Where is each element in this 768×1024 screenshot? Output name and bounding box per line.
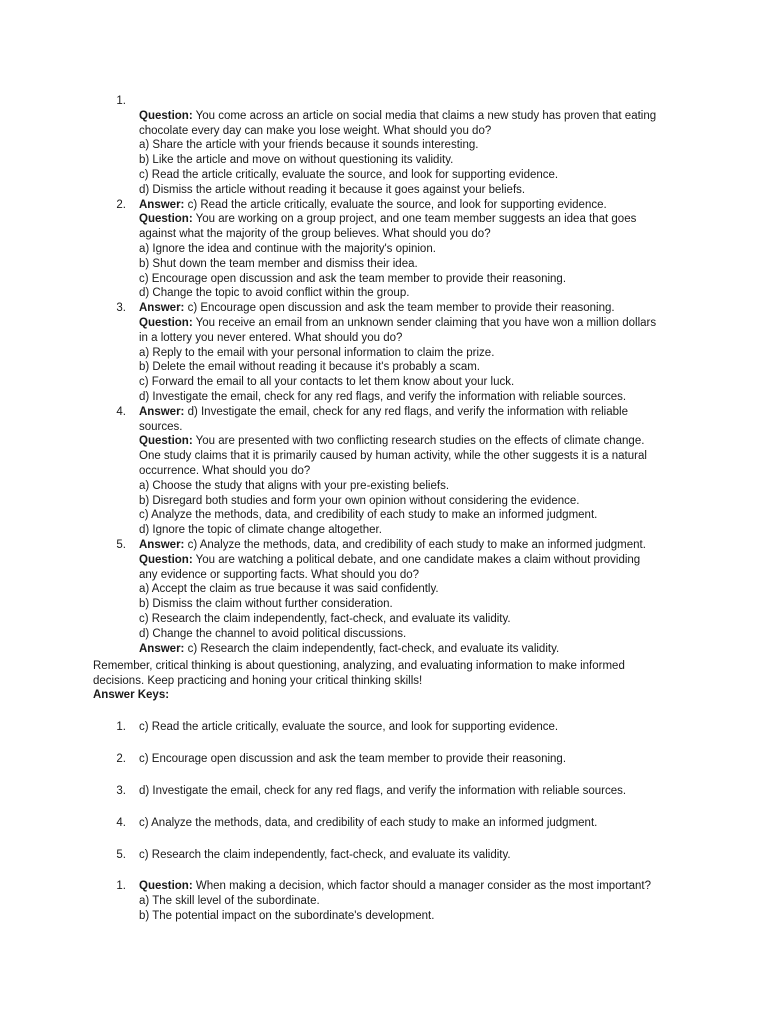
answer-key-number: 3. (116, 785, 126, 797)
answer-option: d) Ignore the topic of climate change altogether. (139, 524, 382, 537)
answer-continuation: sources. (139, 420, 183, 433)
question-line-text: You are working on a group project, and one team member suggests an idea that goes (192, 213, 637, 226)
question-number: 4. (116, 405, 126, 418)
answer-option: d) Dismiss the article without reading it because it goes against your beliefs. (139, 183, 526, 196)
answer-line-label: Answer: (139, 198, 185, 211)
question-line-label: Question: (139, 109, 193, 122)
answer-option: d) Change the channel to avoid political discussions. (139, 627, 407, 640)
answer-option: b) The potential impact on the subordinate's development. (139, 909, 435, 922)
question-number: 1. (116, 880, 126, 892)
answer-option: b) Disregard both studies and form your own opinion without considering the evidence. (139, 494, 580, 507)
question-line-label: Question: (139, 435, 193, 448)
answer-option: b) Shut down the team member and dismiss their idea. (139, 257, 418, 270)
question-line (139, 212, 636, 227)
question-line (139, 109, 656, 124)
question-continuation: occurrence. What should you do? (139, 465, 311, 477)
question-line-text: When making a decision, which factor should a manager consider as the most important? (192, 880, 651, 892)
question-line-text: You are watching a political debate, and one candidate makes a claim without providing (192, 553, 641, 566)
answer-key-number: 1. (116, 721, 126, 733)
answer-line-label: Answer: (139, 405, 185, 418)
answer-option: c) Encourage open discussion and ask the team member to provide their reasoning. (139, 272, 567, 285)
question-continuation: in a lottery you never entered. What should you do? (139, 331, 403, 344)
answer-option: b) Delete the email without reading it because it's probably a scam. (139, 361, 480, 374)
answer-key-text: c) Analyze the methods, data, and credibility of each study to make an informed judgment. (139, 817, 598, 829)
answer-line (139, 198, 607, 213)
question-line-label: Question: (139, 553, 193, 566)
answer-line (139, 301, 615, 316)
answer-line-text: c) Encourage open discussion and ask the team member to provide their reasoning. (184, 302, 615, 315)
question-line-text: You are presented with two conflicting research studies on the effects of climate change. (192, 435, 645, 448)
question-number: 2. (116, 198, 126, 211)
answer-option: a) Choose the study that aligns with your pre-existing beliefs. (139, 479, 450, 492)
answer-option: c) Analyze the methods, data, and credibility of each study to make an informed judgment. (139, 509, 598, 522)
question-number: 3. (116, 302, 126, 315)
answer-line-label: Answer: (139, 642, 185, 655)
question-continuation: One study claims that it is primarily caused by human activity, while the other suggests it is a natural (139, 450, 647, 463)
answer-option: c) Forward the email to all your contacts to let them know about your luck. (139, 376, 515, 389)
question-line-label: Question: (139, 880, 193, 892)
question-line-label: Question: (139, 213, 193, 226)
answer-line-text: c) Analyze the methods, data, and credibility of each study to make an informed judgment. (184, 539, 646, 551)
question-line-text: You receive an email from an unknown sender claiming that you have won a million dollars (192, 317, 657, 329)
answer-option: d) Change the topic to avoid conflict within the group. (139, 287, 410, 300)
question-line-text: You come across an article on social media that claims a new study has proven that eating (192, 109, 657, 122)
answer-line-label: Answer: (139, 539, 185, 551)
answer-key-text: c) Research the claim independently, fact-check, and evaluate its validity. (139, 849, 511, 861)
answer-option: a) Share the article with your friends because it sounds interesting. (139, 139, 479, 152)
question-continuation: against what the majority of the group believes. What should you do? (139, 228, 491, 241)
question-line (139, 434, 644, 449)
closing-line: decisions. Keep practicing and honing your critical thinking skills! (93, 674, 423, 687)
answer-key-number: 5. (116, 849, 126, 861)
question-number: 5. (116, 539, 126, 551)
answer-line-text: c) Read the article critically, evaluate the source, and look for supporting evidence. (184, 198, 607, 211)
answer-keys-heading: Answer Keys: (93, 689, 170, 701)
answer-key-text: d) Investigate the email, check for any red flags, and verify the information with reliable sources. (139, 785, 627, 797)
answer-key-text: c) Read the article critically, evaluate the source, and look for supporting evidence. (139, 721, 559, 733)
question-continuation: chocolate every day can make you lose weight. What should you do? (139, 124, 492, 137)
answer-option: c) Read the article critically, evaluate the source, and look for supporting evidence. (139, 169, 559, 181)
closing-line: Remember, critical thinking is about questioning, analyzing, and evaluating information to make informed (93, 660, 625, 672)
question-line (139, 553, 640, 568)
question-continuation: any evidence or supporting facts. What should you do? (139, 568, 420, 581)
answer-option: a) Ignore the idea and continue with the majority's opinion. (139, 243, 436, 255)
answer-option: b) Like the article and move on without questioning its validity. (139, 154, 454, 167)
answer-key-number: 2. (116, 753, 126, 765)
answer-option: c) Research the claim independently, fact-check, and evaluate its validity. (139, 613, 511, 625)
answer-key-text: c) Encourage open discussion and ask the team member to provide their reasoning. (139, 753, 567, 765)
answer-line (139, 405, 628, 420)
answer-line-text: c) Research the claim independently, fact-check, and evaluate its validity. (184, 642, 560, 655)
answer-option: a) Reply to the email with your personal information to claim the prize. (139, 346, 495, 359)
answer-line (139, 538, 646, 553)
answer-line-text: d) Investigate the email, check for any red flags, and verify the information with reliable (184, 405, 628, 418)
question-line-label: Question: (139, 317, 193, 329)
question-number: 1. (116, 95, 126, 107)
answer-line (139, 642, 559, 657)
answer-option: b) Dismiss the claim without further consideration. (139, 598, 393, 611)
answer-option: d) Investigate the email, check for any red flags, and verify the information with reliable sources. (139, 391, 627, 403)
answer-key-number: 4. (116, 817, 126, 829)
question-line (139, 316, 656, 331)
answer-option: a) Accept the claim as true because it was said confidently. (139, 583, 439, 596)
question-line (139, 879, 651, 894)
answer-line-label: Answer: (139, 302, 185, 315)
answer-option: a) The skill level of the subordinate. (139, 894, 320, 907)
